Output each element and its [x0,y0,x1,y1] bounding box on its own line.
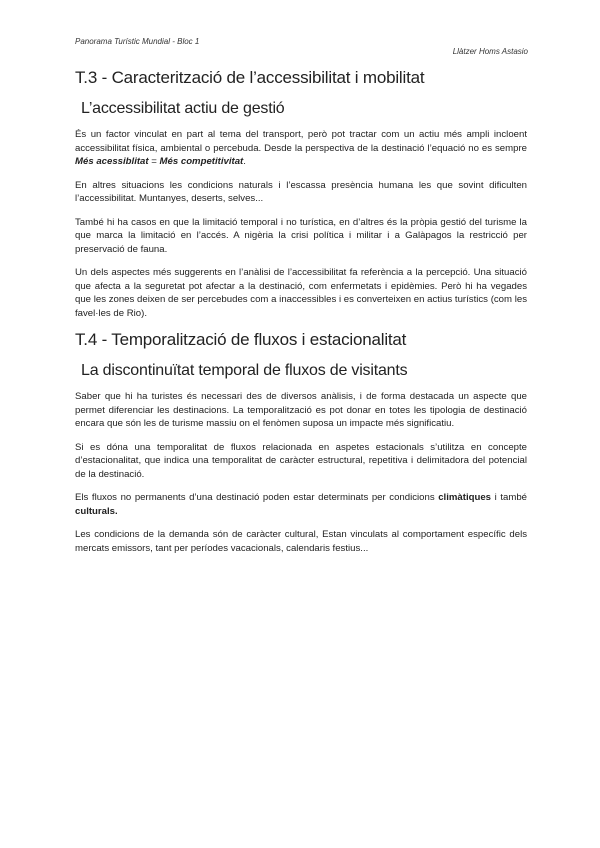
paragraph: Un dels aspectes més suggerents en l’anàlisi de l’accessibilitat fa referència a la percepció. Una situació que afecta a la seguretat pot afectar a la destinació, com enfermetats i epidèmies. Però hi ha vegades que les zones deixen de ser percebudes com a inaccessibles i es converteixen en actius turístics (com les favel·les de Rio). [75,267,527,319]
paragraph [75,491,527,518]
paragraph: En altres situacions les condicions naturals i l’escassa presència humana les que sovint dificulten l’accessibilitat. Muntanyes, deserts, selves... [75,179,527,204]
section-title-t4: T.4 - Temporalització de fluxos i estacionalitat [75,330,407,349]
equation-sign: = [148,156,160,167]
paragraph-text: Els fluxos no permanents d’una destinació poden estar determinats per condicions [75,492,439,503]
paragraph-end: . [243,156,246,167]
paragraph-text: És un factor vinculat en part al tema del transport, però pot tractar com un actiu més ampli incloent accessibilitat física, ambiental o percebuda. Desde la perspectiva de la destinació l’equació no es sempre [75,129,527,154]
paragraph-text: i també [491,492,527,503]
running-header-title: Panorama Turístic Mundial - Bloc 1 [75,37,200,46]
paragraph: Les condicions de la demanda són de caràcter cultural, Estan vinculats al comportament específic dels mercats emissors, tant per períodes vacacionals, calendaris festius... [75,529,527,554]
section-title-t3: T.3 - Caracterització de l’accessibilitat i mobilitat [75,68,425,87]
bold-text: culturals. [75,505,118,517]
paragraph: També hi ha casos en que la limitació temporal i no turística, en d’altres és la pròpia gestió del turisme la que marca la limitació en l’accés. A nigèria la crisi política i militar i a Galàpagos la restricció per preservació de fauna. [75,216,527,255]
paragraph [75,128,527,169]
document-body [75,68,527,565]
paragraph: Si es dóna una temporalitat de fluxos relacionada en aspetes estacionals s’utilitza en concepte d’estacionalitat, que indica una temporalitat de caràcter estructural, repetitiva i delimitadora del potencial de la destinació. [75,441,527,480]
running-header-author: Llàtzer Homs Astasio [452,47,528,56]
emphasis-text: Més acessiblitat [75,156,149,167]
bold-text: climàtiques [438,492,492,503]
subsection-title-accessibilitat: L’accessibilitat actiu de gestió [81,100,285,117]
subsection-title-discontinuitat: La discontinuïtat temporal de fluxos de visitants [81,362,408,379]
paragraph: Saber que hi ha turistes és necessari des de diversos anàlisis, i de forma destacada un aspecte que permet diferenciar les destinacions. La temporalització es pot donar en totes les tipologia de destinació encara que són les de turisme massiu on el fenòmen suposa un impacte més significatiu. [75,391,527,429]
emphasis-text: Més competitivitat [159,156,244,167]
